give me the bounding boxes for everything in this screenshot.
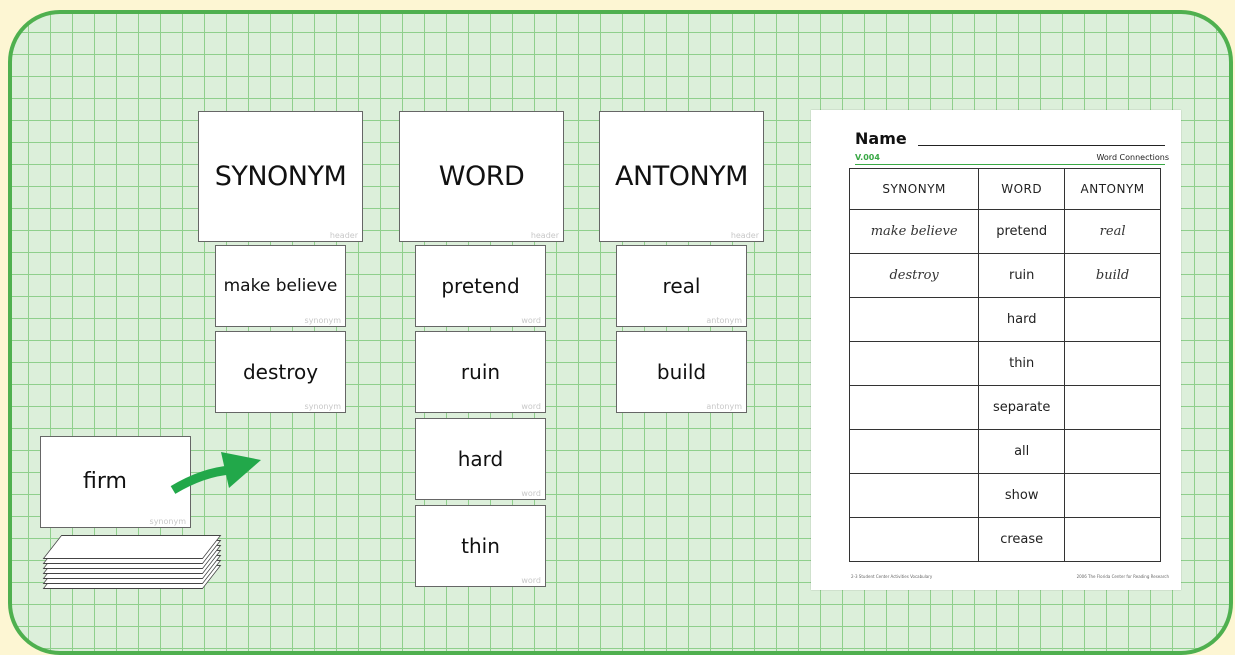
table-row	[850, 474, 1161, 518]
header-card-label: WORD	[438, 161, 525, 192]
antonym-cell[interactable]	[1065, 430, 1161, 474]
worksheet-name-label: Name	[855, 129, 907, 148]
word-cell: ruin	[979, 254, 1065, 298]
table-row	[850, 518, 1161, 562]
column-header: WORD	[979, 169, 1065, 210]
worksheet-footer-left: 2-3 Student Center Activities Vocabulary	[851, 574, 933, 579]
card-tag: word	[521, 316, 541, 325]
synonym-cell[interactable]	[850, 386, 979, 430]
synonym-cell[interactable]: make believe	[850, 210, 979, 254]
word-cell: separate	[979, 386, 1065, 430]
card-tag: synonym	[304, 402, 341, 411]
card-tag: word	[521, 576, 541, 585]
stack-sheet	[43, 535, 222, 559]
card-tag: antonym	[706, 316, 742, 325]
table-row	[850, 386, 1161, 430]
table-row	[850, 210, 1161, 254]
card-tag: header	[329, 231, 358, 240]
antonym-cell[interactable]	[1065, 298, 1161, 342]
antonym-card[interactable]	[616, 245, 747, 327]
synonym-cell[interactable]	[850, 518, 979, 562]
antonym-card[interactable]	[616, 331, 747, 413]
synonym-card[interactable]	[215, 331, 346, 413]
synonym-cell[interactable]: destroy	[850, 254, 979, 298]
header-card-synonym	[198, 111, 363, 242]
card-tag: header	[530, 231, 559, 240]
table-header-row	[850, 169, 1161, 210]
table-row	[850, 254, 1161, 298]
card-tag: synonym	[149, 517, 186, 526]
word-card[interactable]	[415, 505, 546, 587]
header-card-label: SYNONYM	[214, 161, 347, 192]
card-tag: synonym	[304, 316, 341, 325]
card-tag: antonym	[706, 402, 742, 411]
synonym-cell[interactable]	[850, 430, 979, 474]
card-word: hard	[457, 447, 504, 471]
antonym-cell[interactable]	[1065, 474, 1161, 518]
word-cell: thin	[979, 342, 1065, 386]
word-cell: hard	[979, 298, 1065, 342]
word-card[interactable]	[415, 418, 546, 500]
card-word: ruin	[460, 360, 501, 384]
antonym-cell[interactable]	[1065, 342, 1161, 386]
card-word: firm	[83, 469, 127, 494]
worksheet-title: Word Connections	[1096, 153, 1169, 162]
header-card-word	[399, 111, 564, 242]
card-word: destroy	[242, 360, 319, 384]
synonym-card[interactable]	[215, 245, 346, 327]
table-row	[850, 430, 1161, 474]
worksheet-table	[849, 168, 1161, 562]
card-word: pretend	[441, 274, 520, 298]
word-cell: crease	[979, 518, 1065, 562]
table-row	[850, 298, 1161, 342]
header-card-label: ANTONYM	[615, 161, 748, 192]
worksheet-code: V.004	[855, 153, 880, 162]
card-word: make believe	[223, 276, 338, 296]
card-word: thin	[461, 534, 500, 558]
antonym-cell[interactable]: real	[1065, 210, 1161, 254]
antonym-cell[interactable]	[1065, 518, 1161, 562]
antonym-cell[interactable]	[1065, 386, 1161, 430]
antonym-cell[interactable]: build	[1065, 254, 1161, 298]
worksheet-footer-right: 2006 The Florida Center for Reading Research	[1076, 574, 1169, 579]
card-tag: word	[521, 402, 541, 411]
card-tag: word	[521, 489, 541, 498]
synonym-cell[interactable]	[850, 298, 979, 342]
card-tag: header	[730, 231, 759, 240]
card-word: real	[662, 274, 701, 298]
table-row	[850, 342, 1161, 386]
synonym-cell[interactable]	[850, 474, 979, 518]
word-cell: all	[979, 430, 1065, 474]
word-card[interactable]	[415, 245, 546, 327]
green-arrow-icon	[165, 440, 265, 500]
synonym-cell[interactable]	[850, 342, 979, 386]
word-cell: show	[979, 474, 1065, 518]
name-underline	[918, 145, 1165, 146]
header-card-antonym	[599, 111, 764, 242]
header-rule	[855, 164, 1165, 165]
word-card[interactable]	[415, 331, 546, 413]
column-header: ANTONYM	[1065, 169, 1161, 210]
worksheet	[811, 110, 1181, 590]
word-cell: pretend	[979, 210, 1065, 254]
column-header: SYNONYM	[850, 169, 979, 210]
card-word: build	[656, 360, 707, 384]
